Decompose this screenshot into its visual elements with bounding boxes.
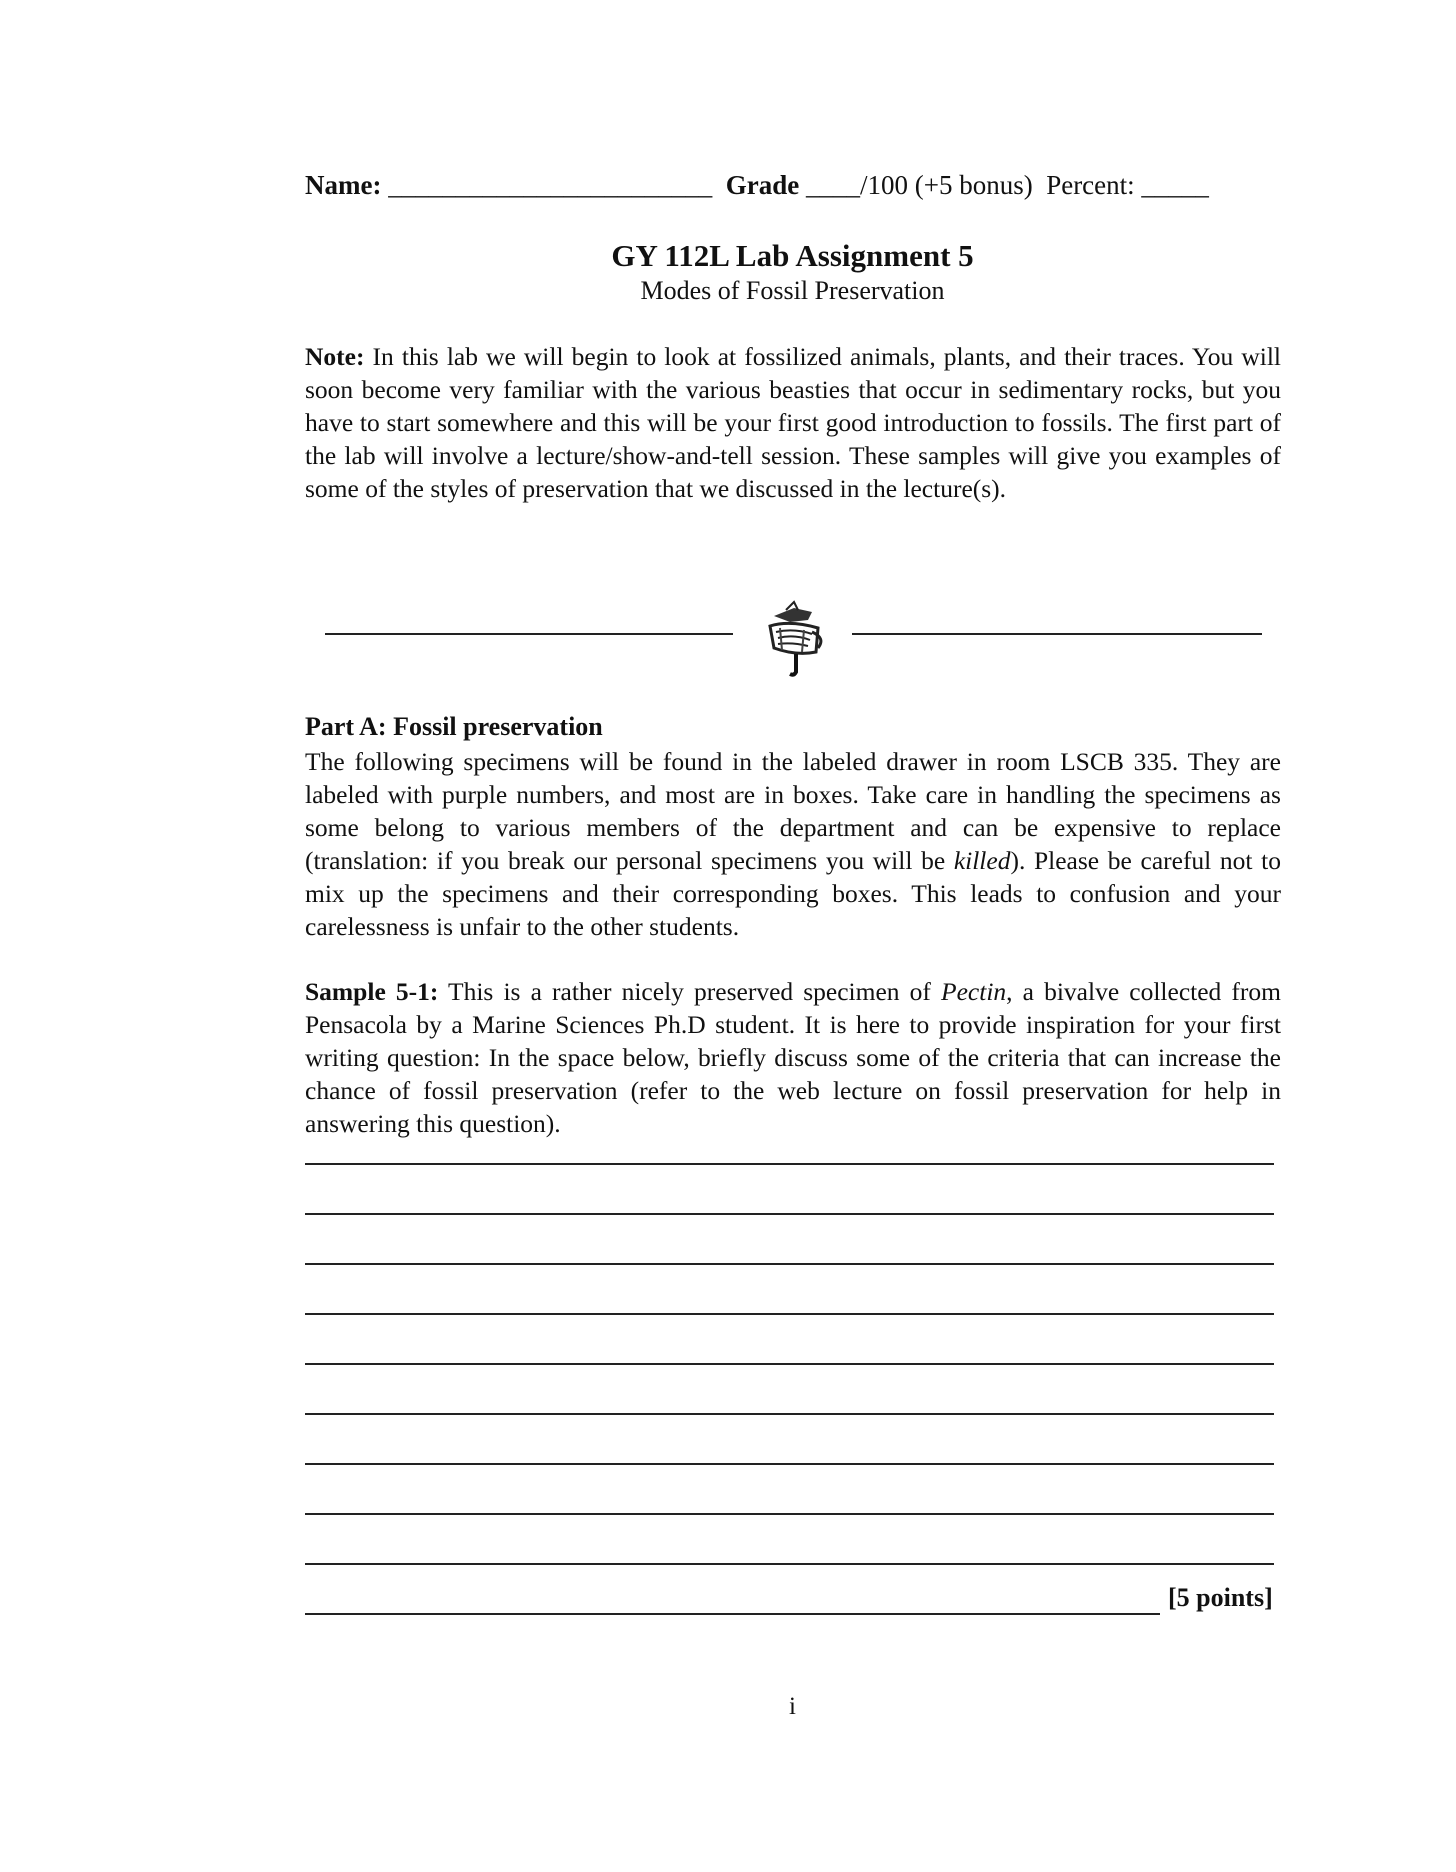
points-label: [5 points]: [1168, 1583, 1273, 1612]
note-text: In this lab we will begin to look at fossilized animals, plants, and their traces. You will soon become very familiar with the various beasties that occur in sedimentary rocks, but you have to start somewhere and this will be your first good introduction to fossils. The first part of the lab will involve a lecture/show-and-tell session. These samples will give you examples of some of the styles of preservation that we discussed in the lecture(s).: [305, 342, 1281, 503]
answer-line[interactable]: [305, 1613, 1160, 1615]
part-a-italic: killed: [953, 846, 1011, 875]
part-a-heading: Part A: Fossil preservation: [305, 712, 603, 741]
answer-line[interactable]: [305, 1363, 1274, 1365]
divider-right-rule: [852, 633, 1262, 635]
sample-text-1: This is a rather nicely preserved specimen of: [438, 977, 942, 1006]
answer-line[interactable]: [305, 1563, 1274, 1565]
page-title: GY 112L Lab Assignment 5: [611, 238, 974, 273]
part-a-text-2: ). Please be careful not to mix up the specimens and their corresponding boxes. This leads to confusion and your carelessness is unfair to the other students.: [305, 846, 1281, 941]
page-subtitle: Modes of Fossil Preservation: [640, 276, 945, 305]
percent-label: Percent:: [1046, 170, 1135, 200]
grade-label: Grade: [725, 170, 800, 200]
percent-field[interactable]: _____: [1141, 170, 1209, 200]
sample-text-2: , a bivalve collected from Pensacola by a Marine Sciences Ph.D student. It is here to provide inspiration for your first writing question: In the space below, briefly discuss some of the criteria that can increase the chance of fossil preservation (refer to the web lecture on fossil preservation for help in answering this question).: [305, 977, 1281, 1138]
part-a-text-1: The following specimens will be found in the labeled drawer in room LSCB 335. They are labeled with purple numbers, and most are in boxes. Take care in handling the specimens as some belong to various members of the department and can be expensive to replace (translation: if you break our personal specimens you will be: [305, 747, 1281, 875]
page-number: i: [789, 1693, 796, 1720]
note-paragraph: [305, 340, 1281, 505]
note-label: Note:: [305, 342, 365, 371]
name-field[interactable]: ________________________: [388, 170, 713, 200]
name-label: Name:: [305, 170, 382, 200]
answer-line[interactable]: [305, 1263, 1274, 1265]
header-line: [305, 170, 1209, 201]
answer-line[interactable]: [305, 1413, 1274, 1415]
answer-line[interactable]: [305, 1313, 1274, 1315]
part-a-paragraph: [305, 745, 1281, 943]
answer-line[interactable]: [305, 1163, 1274, 1165]
sample-label: Sample 5-1:: [305, 977, 439, 1006]
answer-line[interactable]: [305, 1513, 1274, 1515]
sample-italic: Pectin: [941, 977, 1007, 1006]
answer-line[interactable]: [305, 1213, 1274, 1215]
sample-5-1-paragraph: [305, 975, 1281, 1140]
answer-line[interactable]: [305, 1463, 1274, 1465]
divider-left-rule: [325, 633, 733, 635]
fossil-ornament-icon: [760, 598, 830, 678]
grade-field[interactable]: ____/100 (+5 bonus): [805, 170, 1033, 200]
